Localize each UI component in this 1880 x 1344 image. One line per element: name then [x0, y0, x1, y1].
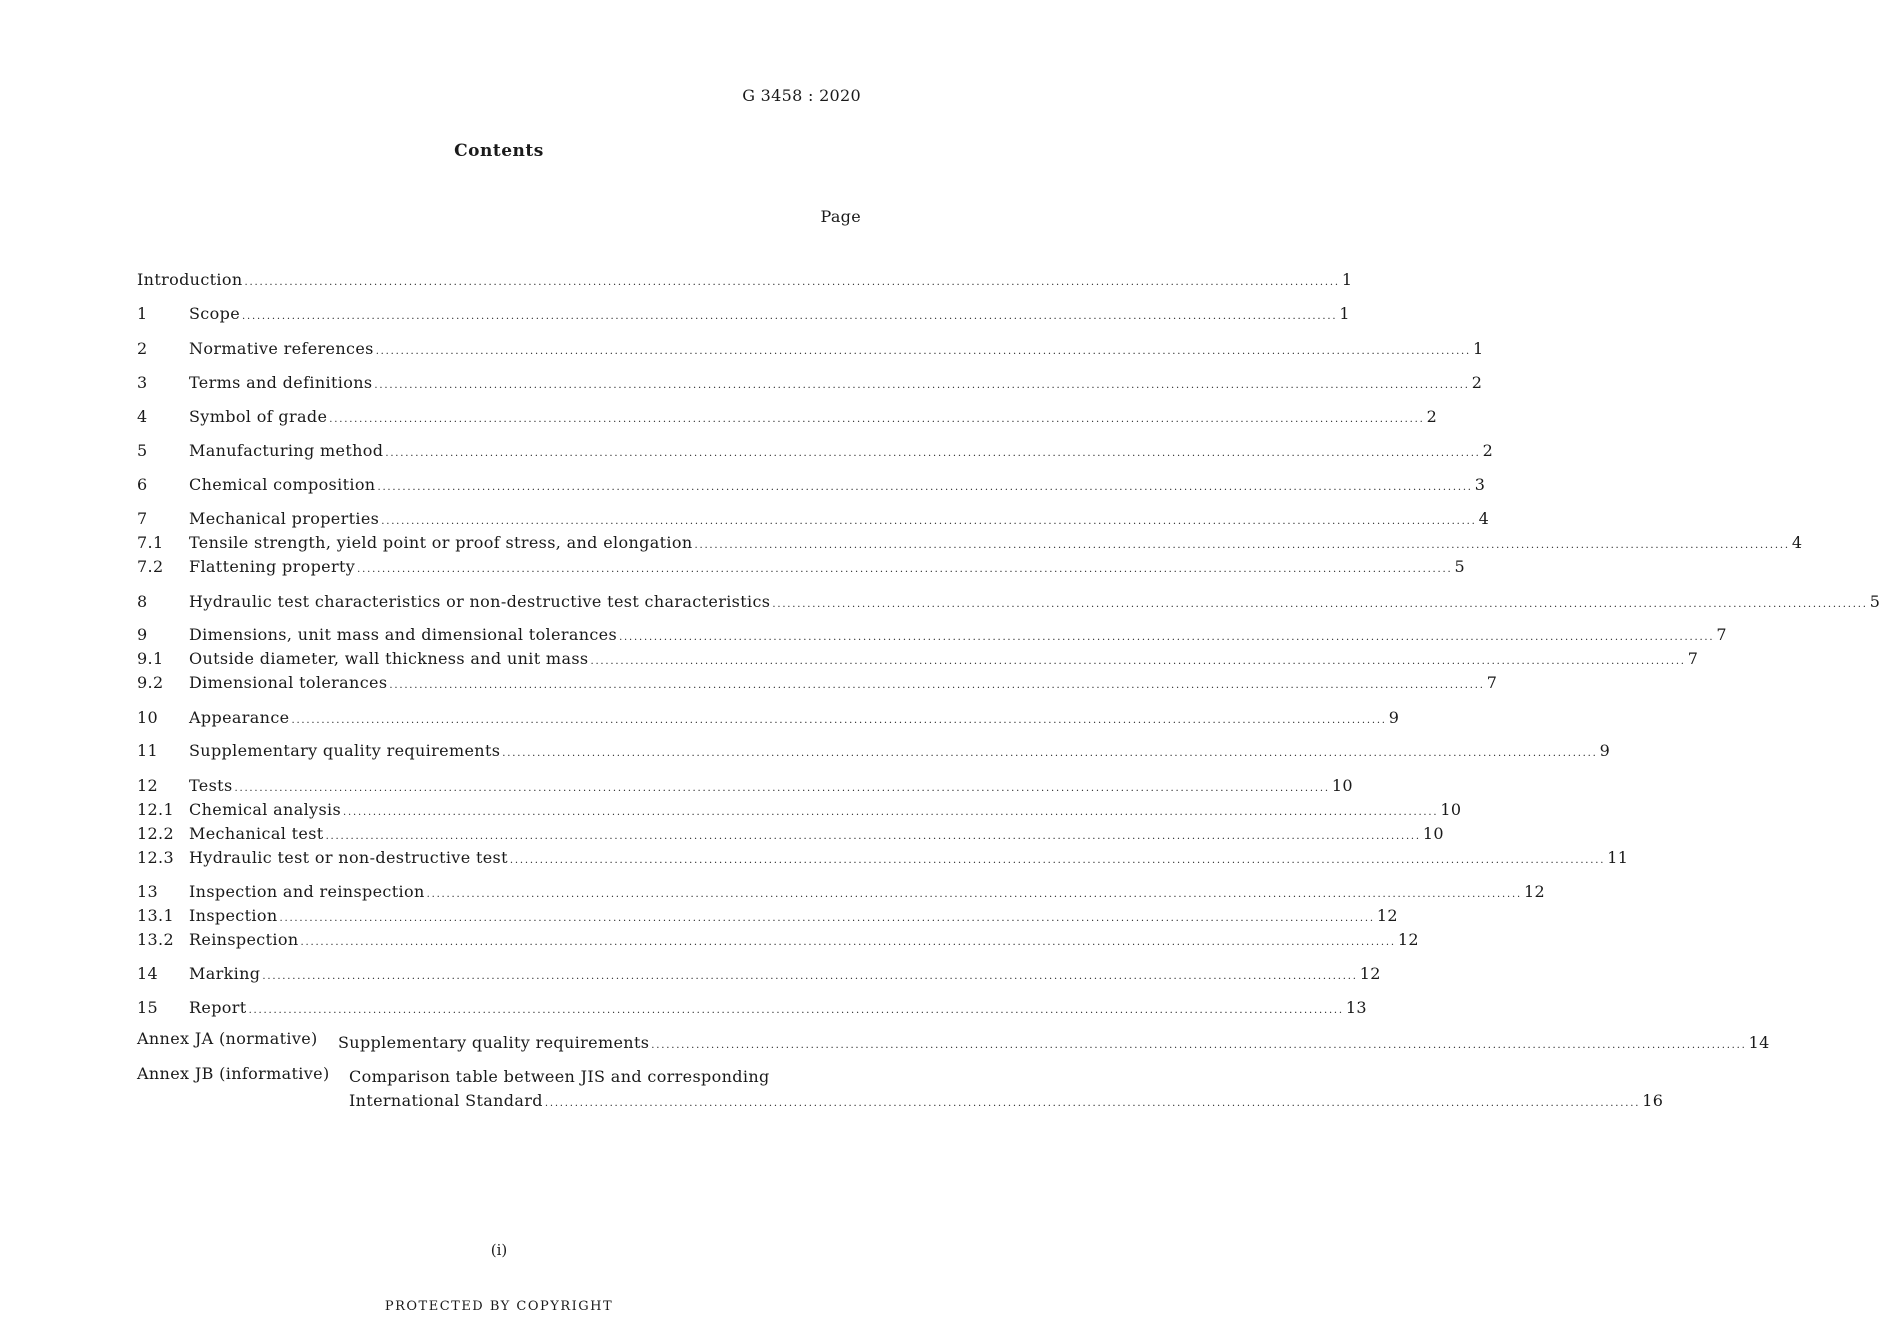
section-title: Appearance	[189, 708, 290, 727]
leader-dots: ............................................................................................................................................................................................................................	[248, 1005, 1344, 1016]
leader-dots: ............................................................................................................................................................................................................................	[279, 913, 1375, 924]
toc-entry[interactable]	[137, 882, 1545, 902]
section-number: 12	[137, 776, 159, 795]
page-number: 3	[1474, 475, 1486, 494]
toc-entry[interactable]	[137, 673, 1498, 693]
page-number: 10	[1440, 800, 1462, 819]
copyright-notice: PROTECTED BY COPYRIGHT	[384, 1299, 614, 1314]
section-title: Mechanical test	[189, 824, 324, 843]
toc-entry[interactable]	[137, 407, 1438, 427]
page-number: 5	[1869, 592, 1880, 611]
toc-entry[interactable]	[137, 776, 1353, 796]
leader-dots: ............................................................................................................................................................................................................................	[651, 1040, 1747, 1051]
toc-entry[interactable]	[137, 741, 1611, 761]
section-number: 8	[137, 592, 148, 611]
toc-entry[interactable]	[137, 533, 1803, 553]
leader-dots: ............................................................................................................................................................................................................................	[590, 656, 1686, 667]
leader-dots: ............................................................................................................................................................................................................................	[619, 632, 1715, 643]
leader-dots: ............................................................................................................................................................................................................................	[375, 346, 1472, 357]
leader-dots: ............................................................................................................................................................................................................................	[426, 889, 1522, 900]
toc-entry[interactable]	[137, 373, 1483, 393]
toc-entry[interactable]	[137, 270, 1353, 290]
section-title: Dimensions, unit mass and dimensional tolerances	[189, 625, 618, 644]
section-number: 15	[137, 998, 159, 1017]
section-number: 10	[137, 708, 159, 727]
page-number: 14	[1748, 1033, 1770, 1052]
leader-dots: ............................................................................................................................................................................................................................	[242, 311, 1338, 322]
section-number: 5	[137, 441, 148, 460]
page-number: 12	[1397, 930, 1419, 949]
leader-dots: ............................................................................................................................................................................................................................	[262, 971, 1358, 982]
toc-entry[interactable]	[137, 998, 1367, 1018]
page-number: 16	[1642, 1091, 1664, 1110]
section-number: 9.1	[137, 649, 164, 668]
leader-dots: ............................................................................................................................................................................................................................	[357, 564, 1453, 575]
section-title: Outside diameter, wall thickness and unit mass	[189, 649, 589, 668]
section-number: 6	[137, 475, 148, 494]
section-title: Dimensional tolerances	[189, 673, 388, 692]
page-number: 9	[1388, 708, 1400, 727]
section-number: 11	[137, 741, 159, 760]
section-title: Marking	[189, 964, 261, 983]
section-number: 7	[137, 509, 148, 528]
toc-entry[interactable]	[137, 800, 1462, 820]
section-number: 12.2	[137, 824, 175, 843]
section-number: 12.3	[137, 848, 175, 867]
page-number: 12	[1359, 964, 1381, 983]
leader-dots: ............................................................................................................................................................................................................................	[389, 680, 1485, 691]
section-title: Mechanical properties	[189, 509, 380, 528]
page-number: 5	[1454, 557, 1466, 576]
section-number: 1	[137, 304, 148, 323]
page-number: 1	[1339, 304, 1350, 323]
section-number: 14	[137, 964, 159, 983]
section-title: Symbol of grade	[189, 407, 328, 426]
leader-dots: ............................................................................................................................................................................................................................	[509, 855, 1606, 866]
page-number: 13	[1345, 998, 1367, 1017]
page-column-label: Page	[820, 207, 861, 226]
page-number: 11	[1607, 848, 1629, 867]
leader-dots: ............................................................................................................................................................................................................................	[502, 748, 1598, 759]
leader-dots: ............................................................................................................................................................................................................................	[291, 715, 1387, 726]
page-number: 2	[1426, 407, 1438, 426]
toc-entry[interactable]	[137, 509, 1490, 529]
page-number: 10	[1422, 824, 1444, 843]
section-title: Supplementary quality requirements	[189, 741, 501, 760]
section-number: 3	[137, 373, 148, 392]
toc-entry[interactable]	[137, 824, 1444, 844]
annex-title-line-2: International Standard	[349, 1091, 543, 1110]
leader-dots: ............................................................................................................................................................................................................................	[234, 783, 1330, 794]
toc-entry[interactable]	[137, 708, 1400, 728]
section-number: 7.2	[137, 557, 164, 576]
page-number: 7	[1486, 673, 1498, 692]
section-title: Terms and definitions	[189, 373, 373, 392]
section-number: 4	[137, 407, 148, 426]
leader-dots: ............................................................................................................................................................................................................................	[772, 599, 1868, 610]
section-title: Flattening property	[189, 557, 356, 576]
leader-dots: ............................................................................................................................................................................................................................	[325, 831, 1421, 842]
section-title: Normative references	[189, 339, 374, 358]
leader-dots: ............................................................................................................................................................................................................................	[300, 937, 1396, 948]
page-number: 4	[1478, 509, 1490, 528]
section-title: Hydraulic test or non-destructive test	[189, 848, 508, 867]
footer-page-number: (i)	[490, 1241, 508, 1259]
toc-entry[interactable]	[137, 964, 1381, 984]
section-title: Inspection	[189, 906, 278, 925]
leader-dots: ............................................................................................................................................................................................................................	[374, 380, 1470, 391]
page-number: 1	[1473, 339, 1484, 358]
leader-dots: ............................................................................................................................................................................................................................	[385, 448, 1481, 459]
page-number: 2	[1482, 441, 1494, 460]
page-number: 10	[1331, 776, 1353, 795]
document-code: G 3458 : 2020	[742, 86, 861, 105]
annex-label: Annex JB (informative)	[137, 1064, 330, 1083]
section-number: 12.1	[137, 800, 175, 819]
toc-entry[interactable]	[137, 906, 1398, 926]
annex-label: Annex JA (normative)	[137, 1029, 318, 1048]
section-title: Chemical composition	[189, 475, 376, 494]
annex-title-line-1: Comparison table between JIS and corresponding	[349, 1067, 770, 1086]
toc-entry[interactable]	[137, 930, 1419, 950]
section-number: 13.1	[137, 906, 175, 925]
section-number: 9	[137, 625, 148, 644]
leader-dots: ............................................................................................................................................................................................................................	[544, 1098, 1641, 1109]
section-number: 7.1	[137, 533, 164, 552]
page-number: 9	[1599, 741, 1611, 760]
leader-dots: ............................................................................................................................................................................................................................	[244, 277, 1340, 288]
section-number: 9.2	[137, 673, 164, 692]
page-number: 7	[1716, 625, 1727, 644]
toc-entry[interactable]	[137, 441, 1494, 461]
page-title: Contents	[454, 141, 544, 161]
section-title: Report	[189, 998, 247, 1017]
toc-entry[interactable]	[137, 475, 1486, 495]
toc-entry[interactable]	[137, 557, 1466, 577]
toc-entry[interactable]	[137, 592, 1880, 612]
section-title: Hydraulic test characteristics or non-destructive test characteristics	[189, 592, 771, 611]
page-number: 2	[1471, 373, 1483, 392]
section-title: Manufacturing method	[189, 441, 384, 460]
section-number: 13	[137, 882, 159, 901]
toc-entry[interactable]	[137, 649, 1699, 669]
section-title: Introduction	[137, 270, 243, 289]
section-number: 13.2	[137, 930, 175, 949]
page-number: 4	[1791, 533, 1803, 552]
toc-entry[interactable]	[137, 304, 1350, 324]
leader-dots: ............................................................................................................................................................................................................................	[343, 807, 1439, 818]
section-title: Inspection and reinspection	[189, 882, 425, 901]
leader-dots: ............................................................................................................................................................................................................................	[329, 414, 1425, 425]
section-number: 2	[137, 339, 148, 358]
section-title: Tests	[189, 776, 233, 795]
leader-dots: ............................................................................................................................................................................................................................	[381, 516, 1477, 527]
page-number: 12	[1523, 882, 1545, 901]
toc-entry[interactable]	[137, 625, 1727, 645]
section-title: Reinspection	[189, 930, 299, 949]
page-number: 1	[1341, 270, 1353, 289]
page-number: 12	[1376, 906, 1398, 925]
page-number: 7	[1687, 649, 1699, 668]
leader-dots: ............................................................................................................................................................................................................................	[694, 540, 1790, 551]
leader-dots: ............................................................................................................................................................................................................................	[377, 482, 1473, 493]
section-title: Chemical analysis	[189, 800, 342, 819]
annex-title: Supplementary quality requirements	[338, 1033, 650, 1052]
toc-entry[interactable]	[137, 848, 1629, 868]
section-title: Scope	[189, 304, 241, 323]
section-title: Tensile strength, yield point or proof stress, and elongation	[189, 533, 693, 552]
toc-entry[interactable]	[137, 339, 1484, 359]
